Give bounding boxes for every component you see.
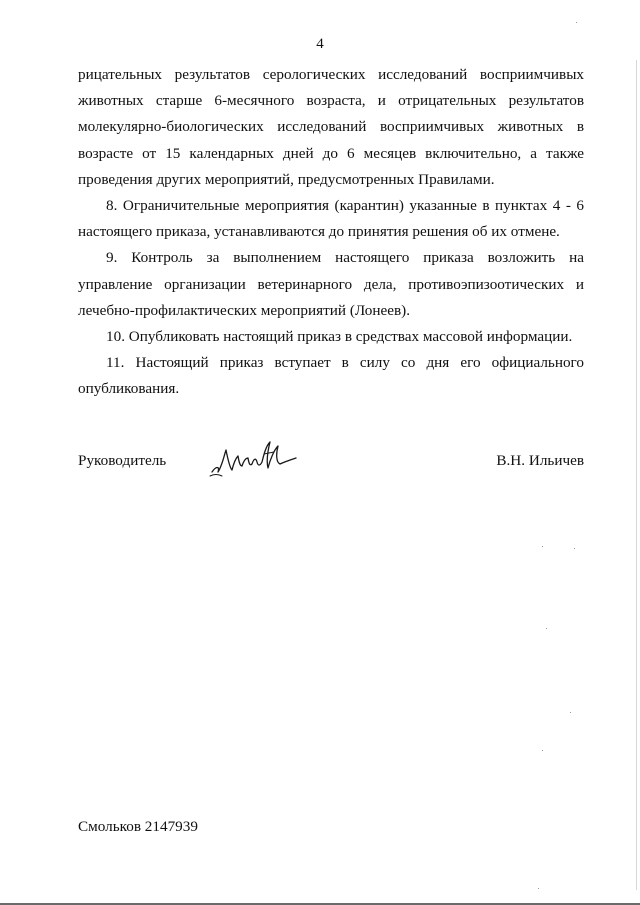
page-number: 4 bbox=[316, 36, 324, 52]
paragraph-8: 8. Ограничительные мероприятия (карантин) указанные в пунктах 4 - 6 настоящего приказа, устанавливаются до принятия решения об их отмене. bbox=[78, 197, 584, 241]
paragraph-10: 10. Опубликовать настоящий приказ в средствах массовой информации. bbox=[106, 328, 573, 346]
signatory-name: В.Н. Ильичев bbox=[496, 452, 584, 469]
scan-speck bbox=[538, 888, 539, 889]
scan-speck bbox=[546, 628, 547, 629]
signature-block bbox=[78, 450, 584, 480]
paragraph-continuation: рицательных результатов серологических исследований восприимчивых животных старше 6-месячного возраста, и отрицательных результатов молекулярно-биологических исследований восприимчивых животных в возрасте от 15 календарных дней до 6 месяцев включительно, а также проведения других мероприятий, предусмотренных Правилами. bbox=[78, 66, 584, 188]
scan-speck bbox=[542, 750, 543, 751]
handwritten-signature bbox=[206, 436, 302, 480]
scan-edge-line bbox=[636, 60, 637, 890]
scan-speck bbox=[576, 22, 577, 23]
document-body bbox=[78, 62, 584, 403]
executor-note: Смольков 2147939 bbox=[78, 818, 198, 835]
signatory-position: Руководитель bbox=[78, 452, 167, 469]
paragraph-9: 9. Контроль за выполнением настоящего приказа возложить на управление организации ветеринарного дела, противоэпизоотических и лечебно-профилактических мероприятий (Лонеев). bbox=[78, 249, 584, 319]
paragraph-11: 11. Настоящий приказ вступает в силу со дня его официального опубликования. bbox=[78, 354, 584, 398]
scan-speck bbox=[542, 546, 543, 547]
scan-speck bbox=[574, 548, 575, 549]
scan-speck bbox=[570, 712, 571, 713]
